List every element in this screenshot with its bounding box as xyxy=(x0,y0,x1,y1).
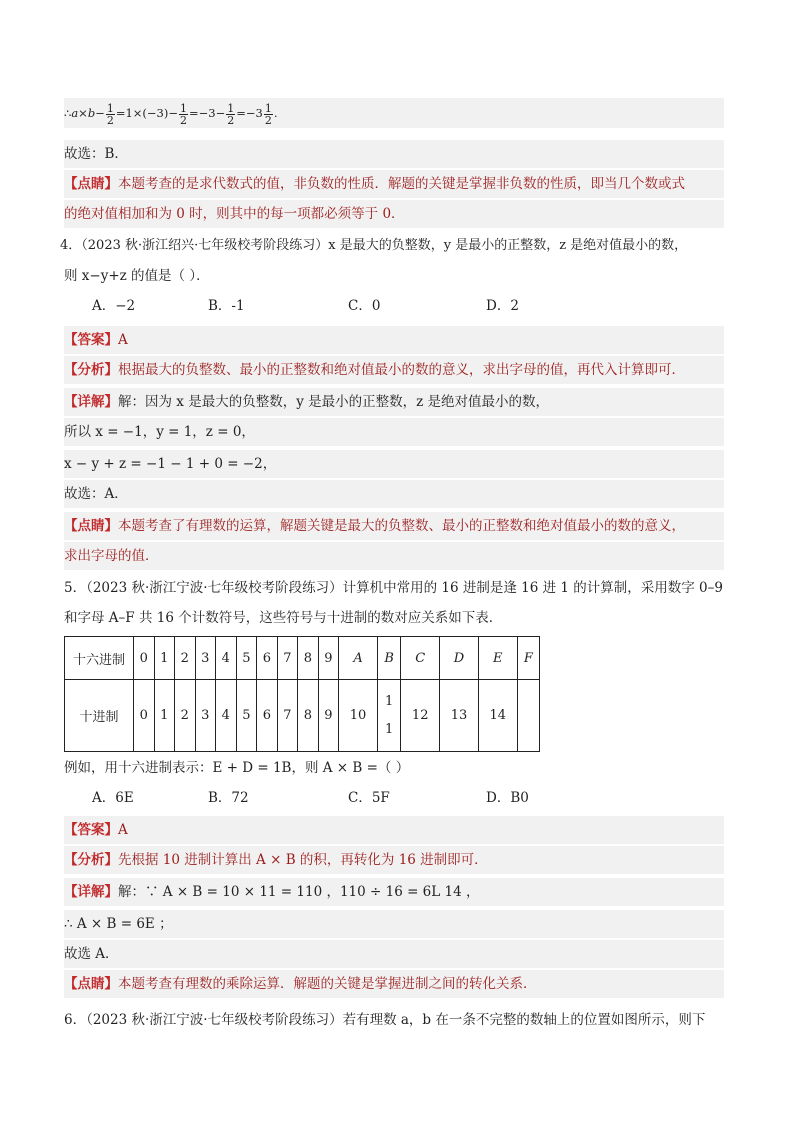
analysis-text: 根据最大的负整数、最小的正整数和绝对值最小的数的意义，求出字母的值，再代入计算即可． xyxy=(118,362,685,378)
answer-line-q4 xyxy=(64,326,724,354)
detail-text: 解：∵ A × B = 10 × 11 = 110 ，110 ÷ 16 = 6L 14 ， xyxy=(118,884,480,900)
analysis-text: 先根据 10 进制计算出 A × B 的积，再转化为 16 进制即可． xyxy=(118,852,488,868)
q4-option-a: A．−2 xyxy=(92,298,136,314)
note-line-q3-2: 的绝对值相加和为 0 时，则其中的每一项都必须等于 0． xyxy=(64,200,724,228)
table-cell: 2 xyxy=(175,680,196,752)
detail-line-q4-2: 所以 x = −1，y = 1，z = 0， xyxy=(64,418,724,446)
solution-line-3-final xyxy=(64,98,724,128)
detail-line-q5-2: ∴ A × B = 6E ； xyxy=(64,910,724,938)
table-cell: 8 xyxy=(298,637,319,680)
expr-part: =−3− xyxy=(188,106,226,120)
table-cell: 1 xyxy=(154,680,175,752)
table-cell: 14 xyxy=(478,680,517,752)
q4-option-c: C．0 xyxy=(348,298,381,314)
row-header-hex: 十六进制 xyxy=(65,637,134,680)
table-cell: B xyxy=(377,637,400,680)
detail-text: 解：因为 x 是最大的负整数，y 是最小的正整数，z 是绝对值最小的数， xyxy=(118,394,550,410)
fraction-half: $\frac{1}{2}$ xyxy=(264,101,272,127)
table-cell: 5 xyxy=(236,680,257,752)
table-cell: 10 xyxy=(339,680,378,752)
note-line-q4-2: 求出字母的值． xyxy=(64,542,724,570)
table-cell: 3 xyxy=(195,680,216,752)
detail-line-q4 xyxy=(64,388,724,416)
table-cell: 12 xyxy=(401,680,440,752)
choice-line-q5: 故选 A． xyxy=(64,940,724,968)
note-tag: 【点睛】 xyxy=(64,176,118,192)
hex-decimal-table xyxy=(64,636,540,752)
note-tag: 【点睛】 xyxy=(64,518,118,534)
table-cell: A xyxy=(339,637,378,680)
note-line-q4-1 xyxy=(64,512,724,540)
detail-tag: 【详解】 xyxy=(64,394,118,410)
question-5-stem-1: 5．（2023 秋·浙江宁波·七年级校考阶段练习）计算机中常用的 16 进制是逢 16 进 1 的计算制，采用数字 0–9 xyxy=(64,580,723,596)
q4-option-b: B．-1 xyxy=(208,298,245,314)
table-cell: D xyxy=(440,637,479,680)
answer-tag: 【答案】 xyxy=(64,822,118,838)
table-cell: 2 xyxy=(175,637,196,680)
question-6-stem: 6．（2023 秋·浙江宁波·七年级校考阶段练习）若有理数 a，b 在一条不完整的数轴上的位置如图所示，则下 xyxy=(64,1012,706,1028)
therefore-symbol: ∴ xyxy=(64,106,72,120)
q5-option-b: B．72 xyxy=(208,790,249,806)
table-cell: 7 xyxy=(277,680,298,752)
answer-line-q5 xyxy=(64,816,724,844)
analysis-tag: 【分析】 xyxy=(64,852,118,868)
table-cell: 8 xyxy=(298,680,319,752)
table-cell: 1 1 xyxy=(377,680,400,752)
table-cell: E xyxy=(478,637,517,680)
question-5-stem-2: 和字母 A–F 共 16 个计数符号，这些符号与十进制的数对应关系如下表． xyxy=(64,610,503,626)
expr-part: . xyxy=(273,106,278,120)
q5-option-c: C．5F xyxy=(348,790,390,806)
fraction-half: $\frac{1}{2}$ xyxy=(179,101,187,127)
table-cell: 0 xyxy=(134,680,155,752)
question-4-stem-1: 4．（2023 秋·浙江绍兴·七年级校考阶段练习）x 是最大的负整数，y 是最小的正整数，z 是绝对值最小的数， xyxy=(60,238,688,253)
choice-line-q3: 故选：B． xyxy=(64,140,724,168)
table-cell: 5 xyxy=(236,637,257,680)
note-text: 本题考查了有理数的运算，解题关键是最大的负整数、最小的正整数和绝对值最小的数的意义， xyxy=(118,518,685,534)
expr-part: a×b− xyxy=(71,106,105,120)
table-cell: 7 xyxy=(277,637,298,680)
q4-option-d: D．2 xyxy=(486,298,519,314)
detail-tag: 【详解】 xyxy=(64,884,118,900)
question-5-example: 例如，用十六进制表示：E + D = 1B，则 A × B =（ ） xyxy=(64,760,410,776)
table-cell: 9 xyxy=(318,680,339,752)
answer-value: A xyxy=(118,822,128,838)
table-cell: 1 xyxy=(154,637,175,680)
expr-part: =1×(−3)− xyxy=(115,106,178,120)
analysis-line-q5 xyxy=(64,846,724,874)
table-cell: 6 xyxy=(257,637,278,680)
table-cell: 13 xyxy=(440,680,479,752)
table-cell: 6 xyxy=(257,680,278,752)
expr-part: =−3 xyxy=(236,106,263,120)
answer-value: A xyxy=(118,332,128,348)
fraction-half: $\frac{1}{2}$ xyxy=(227,101,235,127)
table-cell: 4 xyxy=(216,680,237,752)
note-tag: 【点睛】 xyxy=(64,976,118,992)
note-text: 本题考查的是求代数式的值，非负数的性质．解题的关键是掌握非负数的性质，即当几个数或式 xyxy=(118,176,685,192)
analysis-line-q4 xyxy=(64,356,724,384)
analysis-tag: 【分析】 xyxy=(64,362,118,378)
table-row-decimal xyxy=(65,680,540,752)
note-line-q3-1 xyxy=(64,170,724,198)
detail-line-q5 xyxy=(64,878,724,906)
question-4-stem-2: 则 x−y+z 的值是（ ）． xyxy=(64,268,210,284)
row-header-decimal: 十进制 xyxy=(65,680,134,752)
note-line-q5 xyxy=(64,970,724,998)
q5-option-a: A．6E xyxy=(92,790,134,806)
choice-line-q4: 故选：A． xyxy=(64,480,724,508)
table-cell: 0 xyxy=(134,637,155,680)
note-text: 本题考查有理数的乘除运算．解题的关键是掌握进制之间的转化关系． xyxy=(118,976,537,992)
q5-option-d: D．B0 xyxy=(486,790,529,806)
fraction-half: $\frac{1}{2}$ xyxy=(106,101,114,127)
table-cell xyxy=(517,680,539,752)
table-cell: F xyxy=(517,637,539,680)
table-cell: 3 xyxy=(195,637,216,680)
table-cell: C xyxy=(401,637,440,680)
answer-tag: 【答案】 xyxy=(64,332,118,348)
table-cell: 9 xyxy=(318,637,339,680)
table-cell: 4 xyxy=(216,637,237,680)
table-row-hex xyxy=(65,637,540,680)
detail-line-q4-3: x − y + z = −1 − 1 + 0 = −2， xyxy=(64,450,724,478)
